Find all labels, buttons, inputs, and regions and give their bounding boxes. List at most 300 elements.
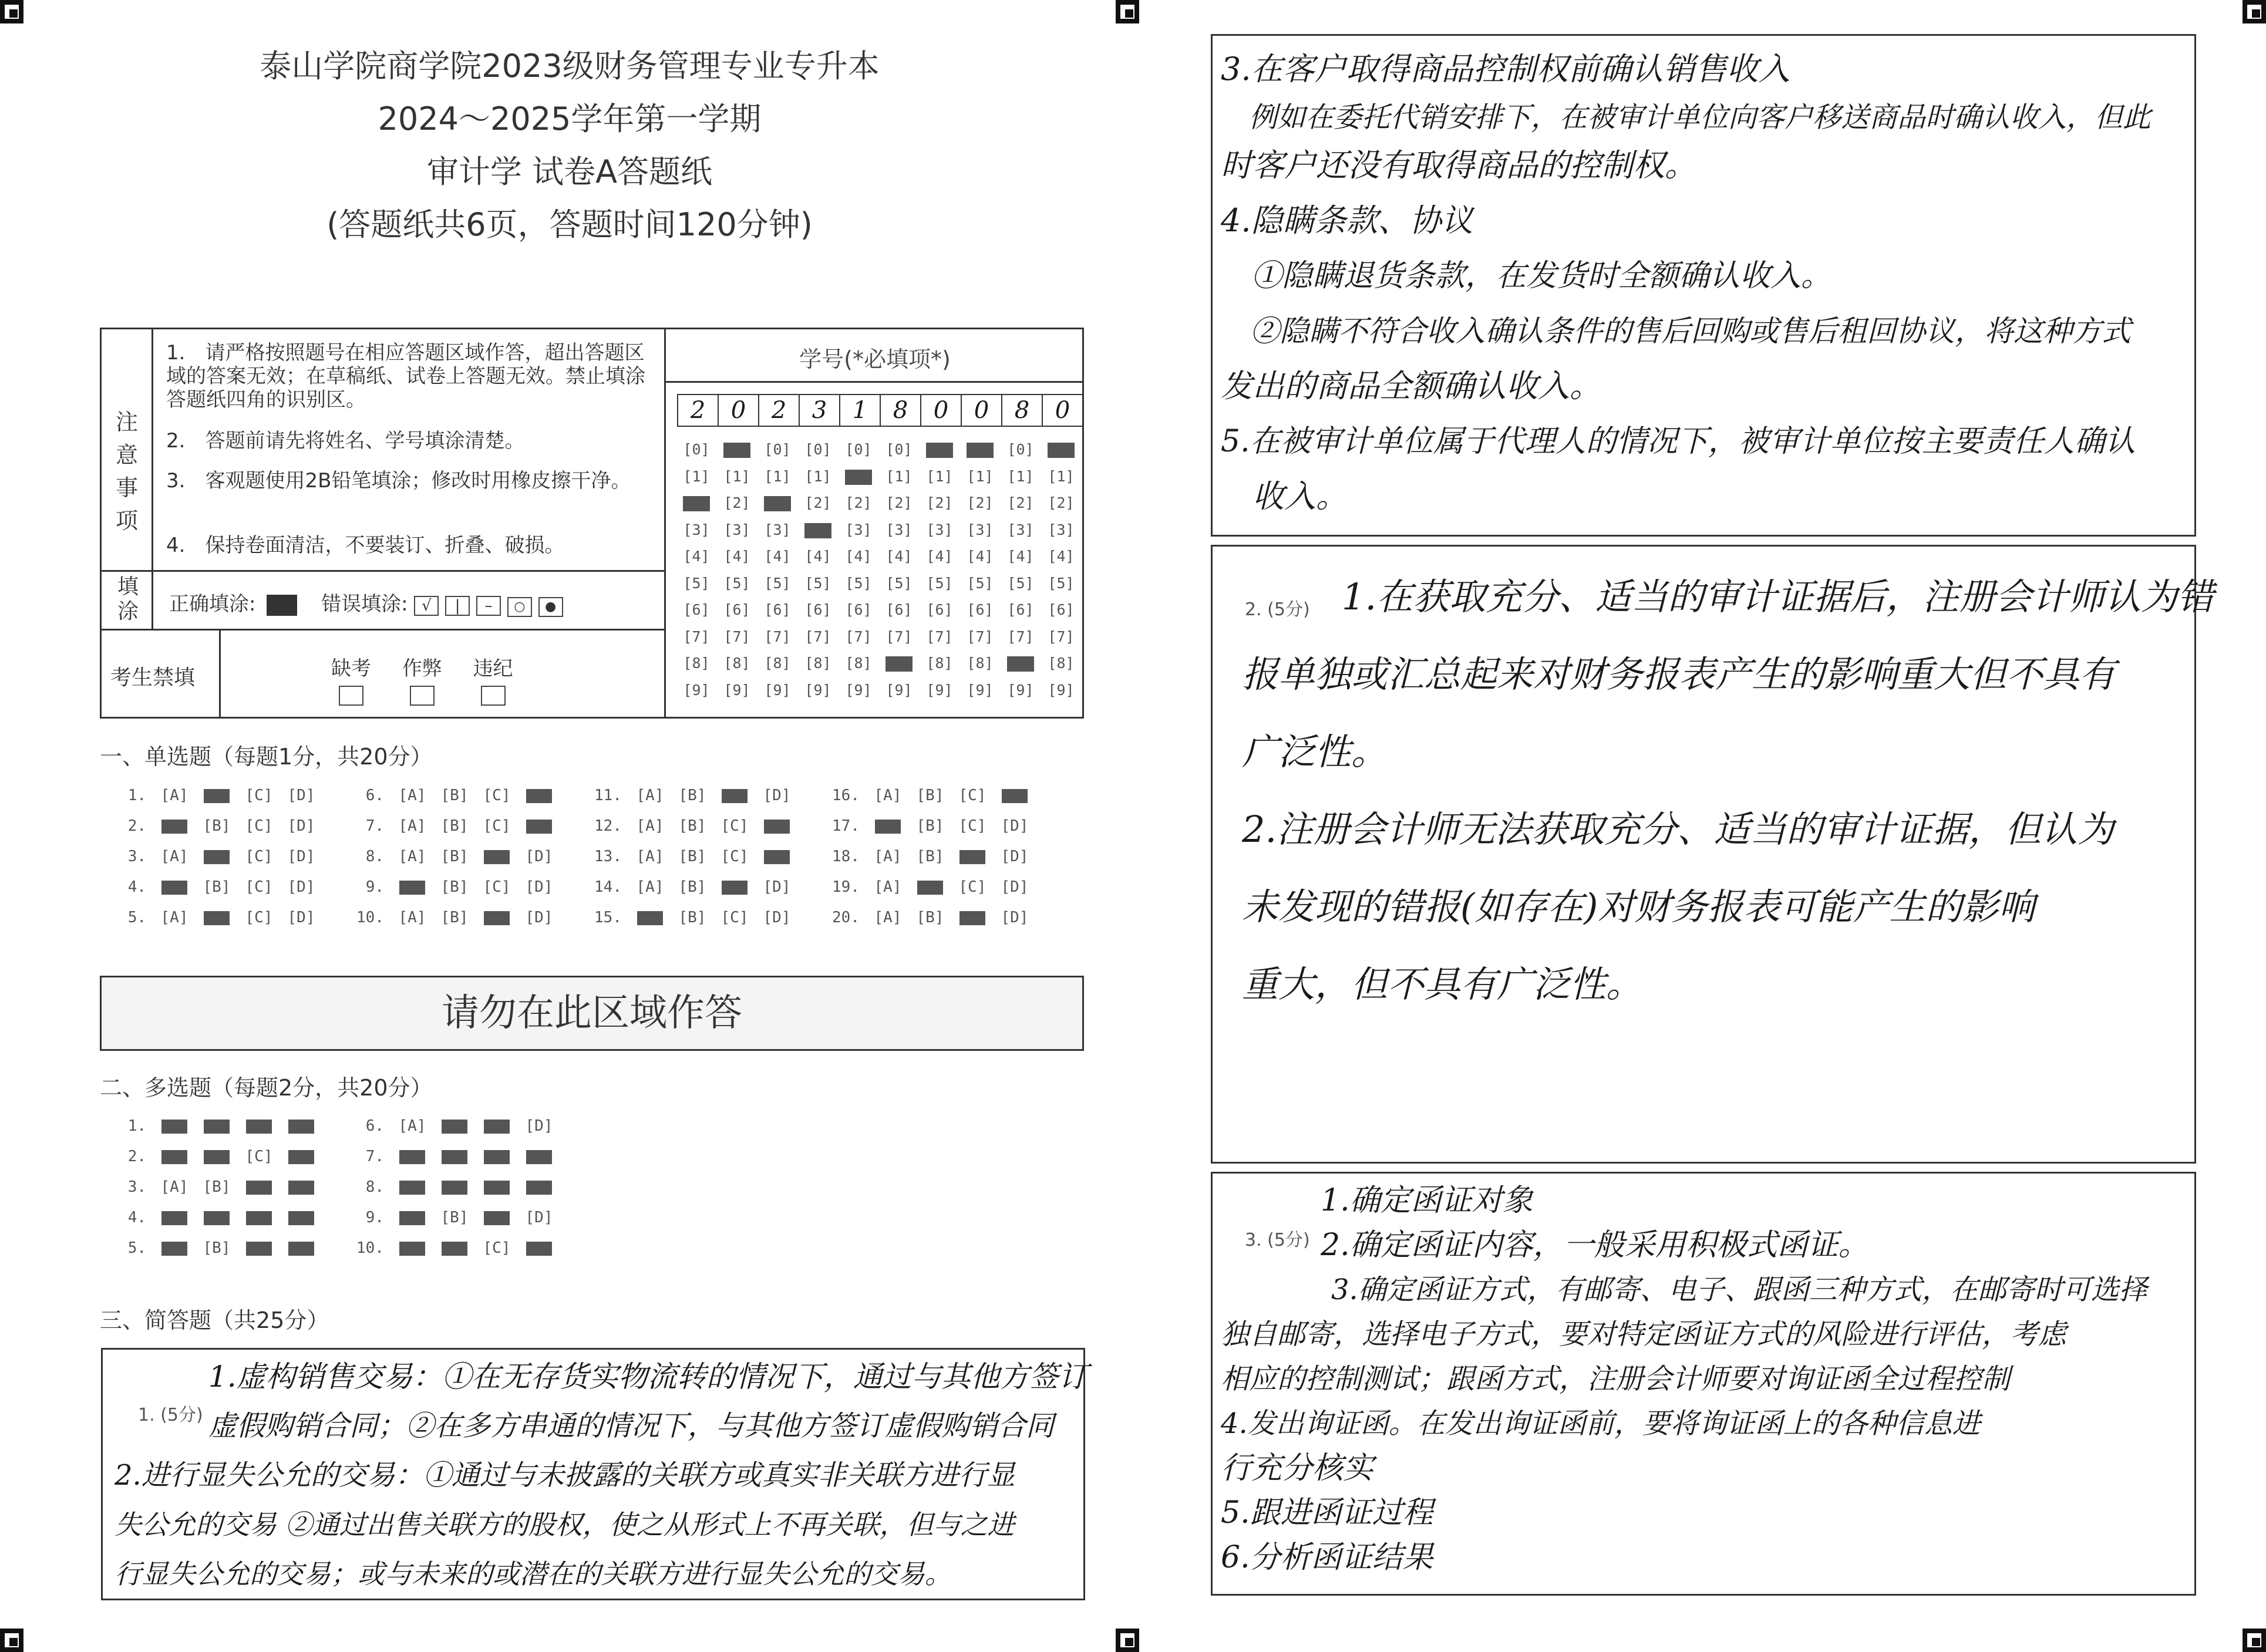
answer-bubble-d[interactable]: [D]	[1001, 817, 1029, 835]
answer-bubble-c[interactable]	[238, 1117, 280, 1135]
answer-bubble-a[interactable]: [A]	[398, 848, 426, 865]
answer-bubble-d[interactable]: [D]	[1001, 909, 1029, 926]
answer-bubble-a[interactable]	[153, 1148, 196, 1165]
answer-bubble-b[interactable]: [B]	[440, 878, 469, 896]
question-row[interactable]	[590, 817, 798, 835]
question-number: 13.	[594, 848, 622, 865]
answer-bubble-d[interactable]: [D]	[763, 909, 791, 926]
student-id-bubble[interactable]: [8]	[967, 655, 994, 672]
student-id-bubble[interactable]: [3]	[764, 521, 791, 538]
answer-bubble-a[interactable]: [A]	[160, 787, 188, 804]
student-id-bubble[interactable]: [4]	[845, 548, 872, 565]
answer-bubble-a[interactable]: [A]	[636, 848, 664, 865]
student-id-bubble[interactable]: [4]	[683, 548, 710, 565]
answer-bubble-b[interactable]: [B]	[916, 787, 944, 804]
student-id-bubble[interactable]: [5]	[804, 574, 831, 592]
student-id-bubble[interactable]: [1]	[967, 467, 994, 485]
answer-bubble-a[interactable]	[153, 817, 196, 835]
answer-bubble-c[interactable]	[476, 1148, 518, 1165]
question-row[interactable]	[828, 878, 1036, 896]
answer-line: 5.跟进函证过程	[1221, 1495, 1433, 1530]
answer-bubble-b[interactable]: [B]	[440, 848, 469, 865]
question-row[interactable]	[115, 909, 322, 926]
question-row[interactable]	[828, 787, 1036, 804]
answer-bubble-d[interactable]	[756, 848, 798, 865]
notice-label: 注意事项	[115, 409, 138, 534]
question-row[interactable]	[590, 787, 798, 804]
student-id-bubble[interactable]: [3]	[1007, 521, 1034, 538]
header-line-3: 审计学 试卷A答题纸	[426, 153, 713, 190]
answer-bubble-b[interactable]	[433, 1239, 476, 1257]
student-id-bubble[interactable]: [6]	[764, 601, 791, 618]
answer-bubble-a[interactable]	[391, 878, 433, 896]
answer-bubble-c[interactable]: [C]	[245, 787, 273, 804]
student-id-bubble[interactable]: [9]	[804, 681, 831, 699]
answer-bubble-c[interactable]	[476, 1178, 518, 1196]
question-row[interactable]	[352, 787, 560, 804]
answer-bubble-d[interactable]: [D]	[525, 878, 553, 896]
answer-bubble-b[interactable]	[196, 909, 238, 926]
student-id-bubble[interactable]: [9]	[885, 681, 913, 699]
student-id-bubble[interactable]: [6]	[885, 601, 913, 618]
student-id-bubble[interactable]: [0]	[885, 441, 913, 458]
answer-bubble-b[interactable]: [B]	[440, 817, 469, 835]
student-id-bubble[interactable]: [2]	[1048, 494, 1075, 511]
answer-line: 未发现的错报(如存在)对财务报表可能产生的影响	[1242, 885, 2035, 928]
question-row[interactable]	[352, 909, 560, 926]
answer-line: 3.确定函证方式，有邮寄、电子、跟函三种方式，在邮寄时可选择	[1303, 1273, 2147, 1306]
student-id-bubble[interactable]: [1]	[926, 467, 953, 485]
student-id-bubble[interactable]: [3]	[845, 521, 872, 538]
answer-bubble-b[interactable]: [B]	[678, 848, 706, 865]
answer-bubble-c[interactable]	[476, 1117, 518, 1135]
answer-bubble-b[interactable]	[196, 848, 238, 865]
question-row[interactable]	[115, 1209, 322, 1226]
absent-checkbox[interactable]	[339, 686, 363, 706]
student-id-bubble[interactable]: [9]	[967, 681, 994, 699]
answer-bubble-b[interactable]: [B]	[678, 909, 706, 926]
student-id-bubble[interactable]: [1]	[683, 467, 710, 485]
answer-bubble-b[interactable]: [B]	[916, 909, 944, 926]
student-id-column[interactable]	[964, 436, 996, 703]
answer-bubble-c[interactable]: [C]	[483, 878, 511, 896]
student-id-bubble[interactable]: [3]	[723, 521, 750, 538]
student-id-bubble[interactable]: [2]	[1007, 494, 1034, 511]
answer-bubble-d[interactable]: [D]	[287, 848, 315, 865]
answer-bubble-a[interactable]: [A]	[160, 848, 188, 865]
student-id-bubble[interactable]: [5]	[1048, 574, 1075, 592]
ban-items	[319, 652, 526, 711]
answer-bubble-c[interactable]	[238, 1209, 280, 1226]
student-id-bubble[interactable]: [8]	[845, 655, 872, 672]
answer-bubble-d[interactable]: [D]	[287, 909, 315, 926]
section2-answers[interactable]	[115, 1117, 643, 1270]
answer-bubble-a[interactable]: [A]	[636, 817, 664, 835]
question-row[interactable]	[352, 878, 560, 896]
answer-bubble-a[interactable]: [A]	[398, 909, 426, 926]
question-row[interactable]	[828, 909, 1036, 926]
student-id-bubble[interactable]: [6]	[926, 601, 953, 618]
question-number: 8.	[365, 1178, 384, 1196]
student-id-bubble[interactable]: [4]	[764, 548, 791, 565]
corner-marker-bottom-center	[1116, 1629, 1139, 1652]
student-id-bubble[interactable]: [4]	[885, 548, 913, 565]
student-id-bubble[interactable]: [6]	[845, 601, 872, 618]
student-id-bubble[interactable]: [3]	[1048, 521, 1075, 538]
answer-bubble-b[interactable]: [B]	[440, 909, 469, 926]
answer-bubble-b[interactable]	[196, 1209, 238, 1226]
answer-bubble-b[interactable]: [B]	[440, 787, 469, 804]
student-id-bubble[interactable]: [8]	[926, 655, 953, 672]
question-row[interactable]	[115, 817, 322, 835]
answer-bubble-c[interactable]: [C]	[483, 1239, 511, 1257]
student-id-bubble[interactable]: [2]	[926, 494, 953, 511]
answer-bubble-c[interactable]: [C]	[720, 848, 749, 865]
question-row[interactable]	[352, 817, 560, 835]
answer-bubble-c[interactable]: [C]	[720, 909, 749, 926]
answer-bubble-b[interactable]	[433, 1148, 476, 1165]
answer-bubble-d[interactable]: [D]	[525, 848, 553, 865]
answer-bubble-a[interactable]: [A]	[636, 878, 664, 896]
question-row[interactable]	[115, 848, 322, 865]
question-number: 3.	[127, 848, 146, 865]
student-id-digit: 0	[962, 395, 1002, 426]
answer-bubble-d[interactable]: [D]	[1001, 848, 1029, 865]
question-row[interactable]	[352, 1117, 560, 1135]
answer-bubble-b[interactable]	[433, 1178, 476, 1196]
answer-box-q2[interactable]	[1211, 545, 2214, 1164]
student-id-bubble[interactable]: [1]	[885, 467, 913, 485]
answer-bubble-b[interactable]	[433, 1117, 476, 1135]
question-row[interactable]	[352, 1209, 560, 1226]
student-id-bubble[interactable]: [6]	[1048, 601, 1075, 618]
question-row[interactable]	[590, 848, 798, 865]
answer-bubble-c[interactable]	[476, 1209, 518, 1226]
answer-bubble-d[interactable]	[518, 787, 560, 804]
answer-box-q3[interactable]	[1211, 1172, 2196, 1596]
student-id-bubble[interactable]: [8]	[723, 655, 750, 672]
student-id-bubble[interactable]: [9]	[764, 681, 791, 699]
student-id-bubble[interactable]	[761, 490, 794, 517]
question-row[interactable]	[828, 848, 1036, 865]
q2-score-label: 2. (5分)	[1245, 599, 1310, 620]
student-id-bubble[interactable]: [0]	[764, 441, 791, 458]
answer-bubble-d[interactable]: [D]	[525, 909, 553, 926]
answer-bubble-c[interactable]: [C]	[245, 848, 273, 865]
student-id-bubble[interactable]: [4]	[967, 548, 994, 565]
student-id-bubble[interactable]: [7]	[1048, 628, 1075, 645]
answer-bubble-d[interactable]	[518, 1239, 560, 1257]
answer-bubble-b[interactable]: [B]	[203, 817, 231, 835]
student-id-bubble[interactable]: [7]	[764, 628, 791, 645]
student-id-bubble[interactable]	[842, 463, 875, 490]
student-id-bubble[interactable]: [5]	[764, 574, 791, 592]
question-row[interactable]	[115, 1148, 322, 1165]
student-id-column[interactable]	[680, 436, 713, 703]
answer-bubble-b[interactable]: [B]	[203, 1239, 231, 1257]
answer-bubble-a[interactable]: [A]	[874, 787, 902, 804]
student-id-bubble[interactable]: [9]	[1007, 681, 1034, 699]
answer-bubble-a[interactable]: [A]	[160, 909, 188, 926]
student-id-bubble[interactable]: [5]	[885, 574, 913, 592]
answer-box-q1[interactable]	[101, 1348, 1088, 1600]
answer-bubble-a[interactable]	[153, 1239, 196, 1257]
student-id-bubble[interactable]: [9]	[683, 681, 710, 699]
answer-bubble-a[interactable]: [A]	[874, 909, 902, 926]
question-row[interactable]	[352, 1148, 560, 1165]
question-number: 11.	[594, 787, 622, 804]
answer-bubble-b[interactable]: [B]	[440, 1209, 469, 1226]
student-id-column[interactable]	[802, 436, 834, 703]
student-id-bubble[interactable]: [1]	[804, 467, 831, 485]
student-id-column[interactable]	[761, 436, 794, 703]
answer-bubble-c[interactable]	[476, 848, 518, 865]
answer-bubble-c[interactable]	[951, 848, 994, 865]
student-id-bubble[interactable]: [8]	[1048, 655, 1075, 672]
student-id-bubble[interactable]: [9]	[723, 681, 750, 699]
student-id-bubble[interactable]: [9]	[1048, 681, 1075, 699]
answer-bubble-d[interactable]: [D]	[287, 787, 315, 804]
answer-bubble-b[interactable]: [B]	[678, 787, 706, 804]
question-number: 14.	[594, 878, 622, 896]
student-id-column[interactable]	[1004, 436, 1037, 703]
answer-bubble-a[interactable]: [A]	[874, 848, 902, 865]
question-row[interactable]	[115, 1178, 322, 1196]
student-id-bubble[interactable]	[720, 436, 753, 463]
student-id-bubble[interactable]: [5]	[1007, 574, 1034, 592]
question-number: 10.	[356, 1239, 384, 1257]
question-row[interactable]	[590, 909, 798, 926]
answer-bubble-d[interactable]: [D]	[525, 1117, 553, 1135]
student-id-bubble[interactable]: [7]	[1007, 628, 1034, 645]
answer-bubble-d[interactable]	[280, 1209, 322, 1226]
student-id-bubble[interactable]: [2]	[723, 494, 750, 511]
answer-bubble-c[interactable]: [C]	[958, 787, 986, 804]
answer-bubble-c[interactable]	[713, 787, 756, 804]
fill-example-row	[169, 588, 563, 617]
answer-bubble-c[interactable]: [C]	[245, 817, 273, 835]
answer-bubble-a[interactable]: [A]	[874, 878, 902, 896]
answer-bubble-b[interactable]: [B]	[203, 878, 231, 896]
student-id-bubble[interactable]: [4]	[926, 548, 953, 565]
answer-bubble-b[interactable]: [B]	[916, 817, 944, 835]
answer-bubble-b[interactable]	[196, 1148, 238, 1165]
student-id-column[interactable]	[842, 436, 875, 703]
notice-item: 1. 请严格按照题号在相应答题区域作答，超出答题区域的答案无效；在草稿纸、试卷上答题无效。禁止填涂答题纸四角的识别区。	[166, 341, 645, 412]
answer-bubble-c[interactable]	[951, 909, 994, 926]
student-id-bubble[interactable]: [6]	[967, 601, 994, 618]
answer-bubble-a[interactable]: [A]	[160, 1178, 188, 1196]
student-id-bubble[interactable]: [9]	[845, 681, 872, 699]
wrong-mark: ○	[507, 597, 532, 617]
answer-box-q1-continued[interactable]	[1211, 34, 2196, 537]
student-id-bubble[interactable]: [5]	[926, 574, 953, 592]
violation-checkbox[interactable]	[481, 686, 506, 706]
student-id-column[interactable]	[720, 436, 753, 703]
student-id-bubble[interactable]: [0]	[683, 441, 710, 458]
student-id-bubble[interactable]	[680, 490, 713, 517]
answer-bubble-c[interactable]: [C]	[720, 817, 749, 835]
answer-bubble-d[interactable]: [D]	[287, 817, 315, 835]
q2-handwritten-answer	[1242, 558, 2214, 1023]
student-id-bubble[interactable]: [7]	[683, 628, 710, 645]
answer-bubble-a[interactable]	[391, 1148, 433, 1165]
student-id-bubble[interactable]	[1045, 436, 1078, 463]
student-id-bubble[interactable]: [3]	[683, 521, 710, 538]
student-id-bubble[interactable]: [6]	[683, 601, 710, 618]
student-id-bubble[interactable]: [0]	[804, 441, 831, 458]
answer-bubble-c[interactable]	[238, 1178, 280, 1196]
student-id-bubble[interactable]: [6]	[1007, 601, 1034, 618]
answer-bubble-b[interactable]: [B]	[678, 817, 706, 835]
answer-bubble-d[interactable]	[518, 1178, 560, 1196]
wrong-mark: –	[476, 596, 501, 616]
student-id-bubble[interactable]: [1]	[764, 467, 791, 485]
student-id-column[interactable]	[883, 436, 915, 703]
student-id-bubble[interactable]: [5]	[967, 574, 994, 592]
student-id-bubble[interactable]: [7]	[885, 628, 913, 645]
student-id-bubble[interactable]: [2]	[845, 494, 872, 511]
student-id-bubble[interactable]: [8]	[764, 655, 791, 672]
student-id-bubble[interactable]: [3]	[885, 521, 913, 538]
answer-bubble-d[interactable]	[756, 817, 798, 835]
answer-bubble-d[interactable]	[518, 1148, 560, 1165]
student-id-column[interactable]	[923, 436, 956, 703]
student-id-bubble[interactable]: [6]	[723, 601, 750, 618]
answer-bubble-a[interactable]	[153, 1209, 196, 1226]
answer-bubble-c[interactable]: [C]	[483, 817, 511, 835]
answer-bubble-a[interactable]	[391, 1239, 433, 1257]
corner-marker-top-right	[2243, 0, 2266, 23]
answer-bubble-a[interactable]	[867, 817, 909, 835]
student-id-bubble[interactable]: [2]	[967, 494, 994, 511]
answer-bubble-d[interactable]: [D]	[763, 787, 791, 804]
answer-bubble-a[interactable]	[153, 1117, 196, 1135]
answer-bubble-d[interactable]: [D]	[1001, 878, 1029, 896]
question-row[interactable]	[352, 1239, 560, 1257]
answer-bubble-b[interactable]	[196, 787, 238, 804]
question-row[interactable]	[828, 817, 1036, 835]
answer-bubble-d[interactable]	[280, 1239, 322, 1257]
answer-bubble-b[interactable]: [B]	[203, 1178, 231, 1196]
student-id-bubble[interactable]: [3]	[926, 521, 953, 538]
corner-marker-bottom-left	[0, 1629, 23, 1652]
answer-line: 5.在被审计单位属于代理人的情况下，被审计单位按主要责任人确认	[1221, 424, 2136, 459]
student-id-bubble[interactable]: [8]	[804, 655, 831, 672]
answer-bubble-d[interactable]	[518, 817, 560, 835]
answer-bubble-c[interactable]: [C]	[958, 817, 986, 835]
wrong-fill-marks	[414, 592, 563, 616]
student-id-bubble[interactable]: [4]	[1048, 548, 1075, 565]
student-id-bubble[interactable]: [7]	[926, 628, 953, 645]
answer-bubble-c[interactable]: [C]	[245, 878, 273, 896]
student-id-bubble[interactable]: [5]	[723, 574, 750, 592]
answer-bubble-c[interactable]: [C]	[245, 909, 273, 926]
student-id-bubble[interactable]	[923, 436, 956, 463]
student-id-bubble[interactable]: [5]	[845, 574, 872, 592]
answer-line: ①隐瞒退货条款，在发货时全额确认收入。	[1221, 258, 1832, 294]
answer-bubble-b[interactable]: [B]	[678, 878, 706, 896]
answer-line: 独自邮寄，选择电子方式，要对特定函证方式的风险进行评估，考虑	[1221, 1318, 2067, 1351]
student-id-bubble[interactable]: [1]	[1048, 467, 1075, 485]
answer-bubble-a[interactable]	[629, 909, 671, 926]
student-id-bubble[interactable]	[1004, 650, 1037, 677]
student-id-bubble[interactable]: [4]	[723, 548, 750, 565]
student-id-bubble[interactable]	[883, 650, 915, 677]
answer-bubble-a[interactable]: [A]	[636, 787, 664, 804]
student-id-bubble[interactable]: [4]	[1007, 548, 1034, 565]
answer-bubble-a[interactable]	[153, 878, 196, 896]
student-id-bubble[interactable]: [4]	[804, 548, 831, 565]
answer-bubble-d[interactable]	[280, 1178, 322, 1196]
section1-title: 一、单选题（每题1分，共20分）	[100, 744, 433, 770]
student-id-bubble[interactable]: [9]	[926, 681, 953, 699]
answer-bubble-d[interactable]: [D]	[287, 878, 315, 896]
student-id-bubble[interactable]: [8]	[683, 655, 710, 672]
answer-bubble-c[interactable]	[476, 909, 518, 926]
answer-bubble-a[interactable]: [A]	[398, 817, 426, 835]
answer-bubble-b[interactable]	[909, 878, 951, 896]
answer-bubble-d[interactable]	[280, 1117, 322, 1135]
student-id-bubble[interactable]: [7]	[804, 628, 831, 645]
question-row[interactable]	[115, 878, 322, 896]
answer-bubble-a[interactable]	[391, 1209, 433, 1226]
answer-bubble-c[interactable]	[238, 1239, 280, 1257]
section1-answers[interactable]	[115, 787, 1083, 939]
answer-bubble-c[interactable]	[713, 878, 756, 896]
student-id-bubble[interactable]: [1]	[723, 467, 750, 485]
student-id-bubble[interactable]: [0]	[1007, 441, 1034, 458]
student-id-bubble[interactable]: [7]	[723, 628, 750, 645]
student-id-bubble[interactable]: [2]	[804, 494, 831, 511]
question-row[interactable]	[352, 848, 560, 865]
answer-bubble-c[interactable]: [C]	[245, 1148, 273, 1165]
student-id-bubble[interactable]	[802, 517, 834, 544]
cheat-checkbox[interactable]	[410, 686, 435, 706]
section2-title: 二、多选题（每题2分，共20分）	[100, 1075, 433, 1101]
answer-bubble-d[interactable]	[994, 787, 1036, 804]
answer-bubble-b[interactable]: [B]	[916, 848, 944, 865]
answer-bubble-b[interactable]	[196, 1117, 238, 1135]
student-id-bubble[interactable]: [6]	[804, 601, 831, 618]
answer-bubble-a[interactable]: [A]	[398, 1117, 426, 1135]
student-id-bubble[interactable]	[964, 436, 996, 463]
student-id-column[interactable]	[1045, 436, 1078, 703]
student-id-bubble[interactable]: [3]	[967, 521, 994, 538]
student-id-bubble[interactable]: [5]	[683, 574, 710, 592]
student-id-bubble[interactable]: [7]	[967, 628, 994, 645]
student-id-bubble[interactable]: [7]	[845, 628, 872, 645]
student-id-bubble[interactable]: [0]	[845, 441, 872, 458]
student-id-bubble[interactable]: [1]	[1007, 467, 1034, 485]
answer-bubble-a[interactable]: [A]	[398, 787, 426, 804]
answer-bubble-a[interactable]	[391, 1178, 433, 1196]
question-row[interactable]	[352, 1178, 560, 1196]
question-row[interactable]	[590, 878, 798, 896]
student-id-digit: 8	[881, 395, 921, 426]
question-row[interactable]	[115, 787, 322, 804]
student-id-grid[interactable]	[680, 436, 1085, 712]
student-id-bubble[interactable]: [2]	[885, 494, 913, 511]
answer-bubble-c[interactable]: [C]	[958, 878, 986, 896]
answer-bubble-d[interactable]: [D]	[763, 878, 791, 896]
answer-bubble-c[interactable]: [C]	[483, 787, 511, 804]
answer-bubble-d[interactable]: [D]	[525, 1209, 553, 1226]
question-row[interactable]	[115, 1239, 322, 1257]
corner-marker-bottom-right	[2243, 1629, 2266, 1652]
question-row[interactable]	[115, 1117, 322, 1135]
answer-bubble-d[interactable]	[280, 1148, 322, 1165]
